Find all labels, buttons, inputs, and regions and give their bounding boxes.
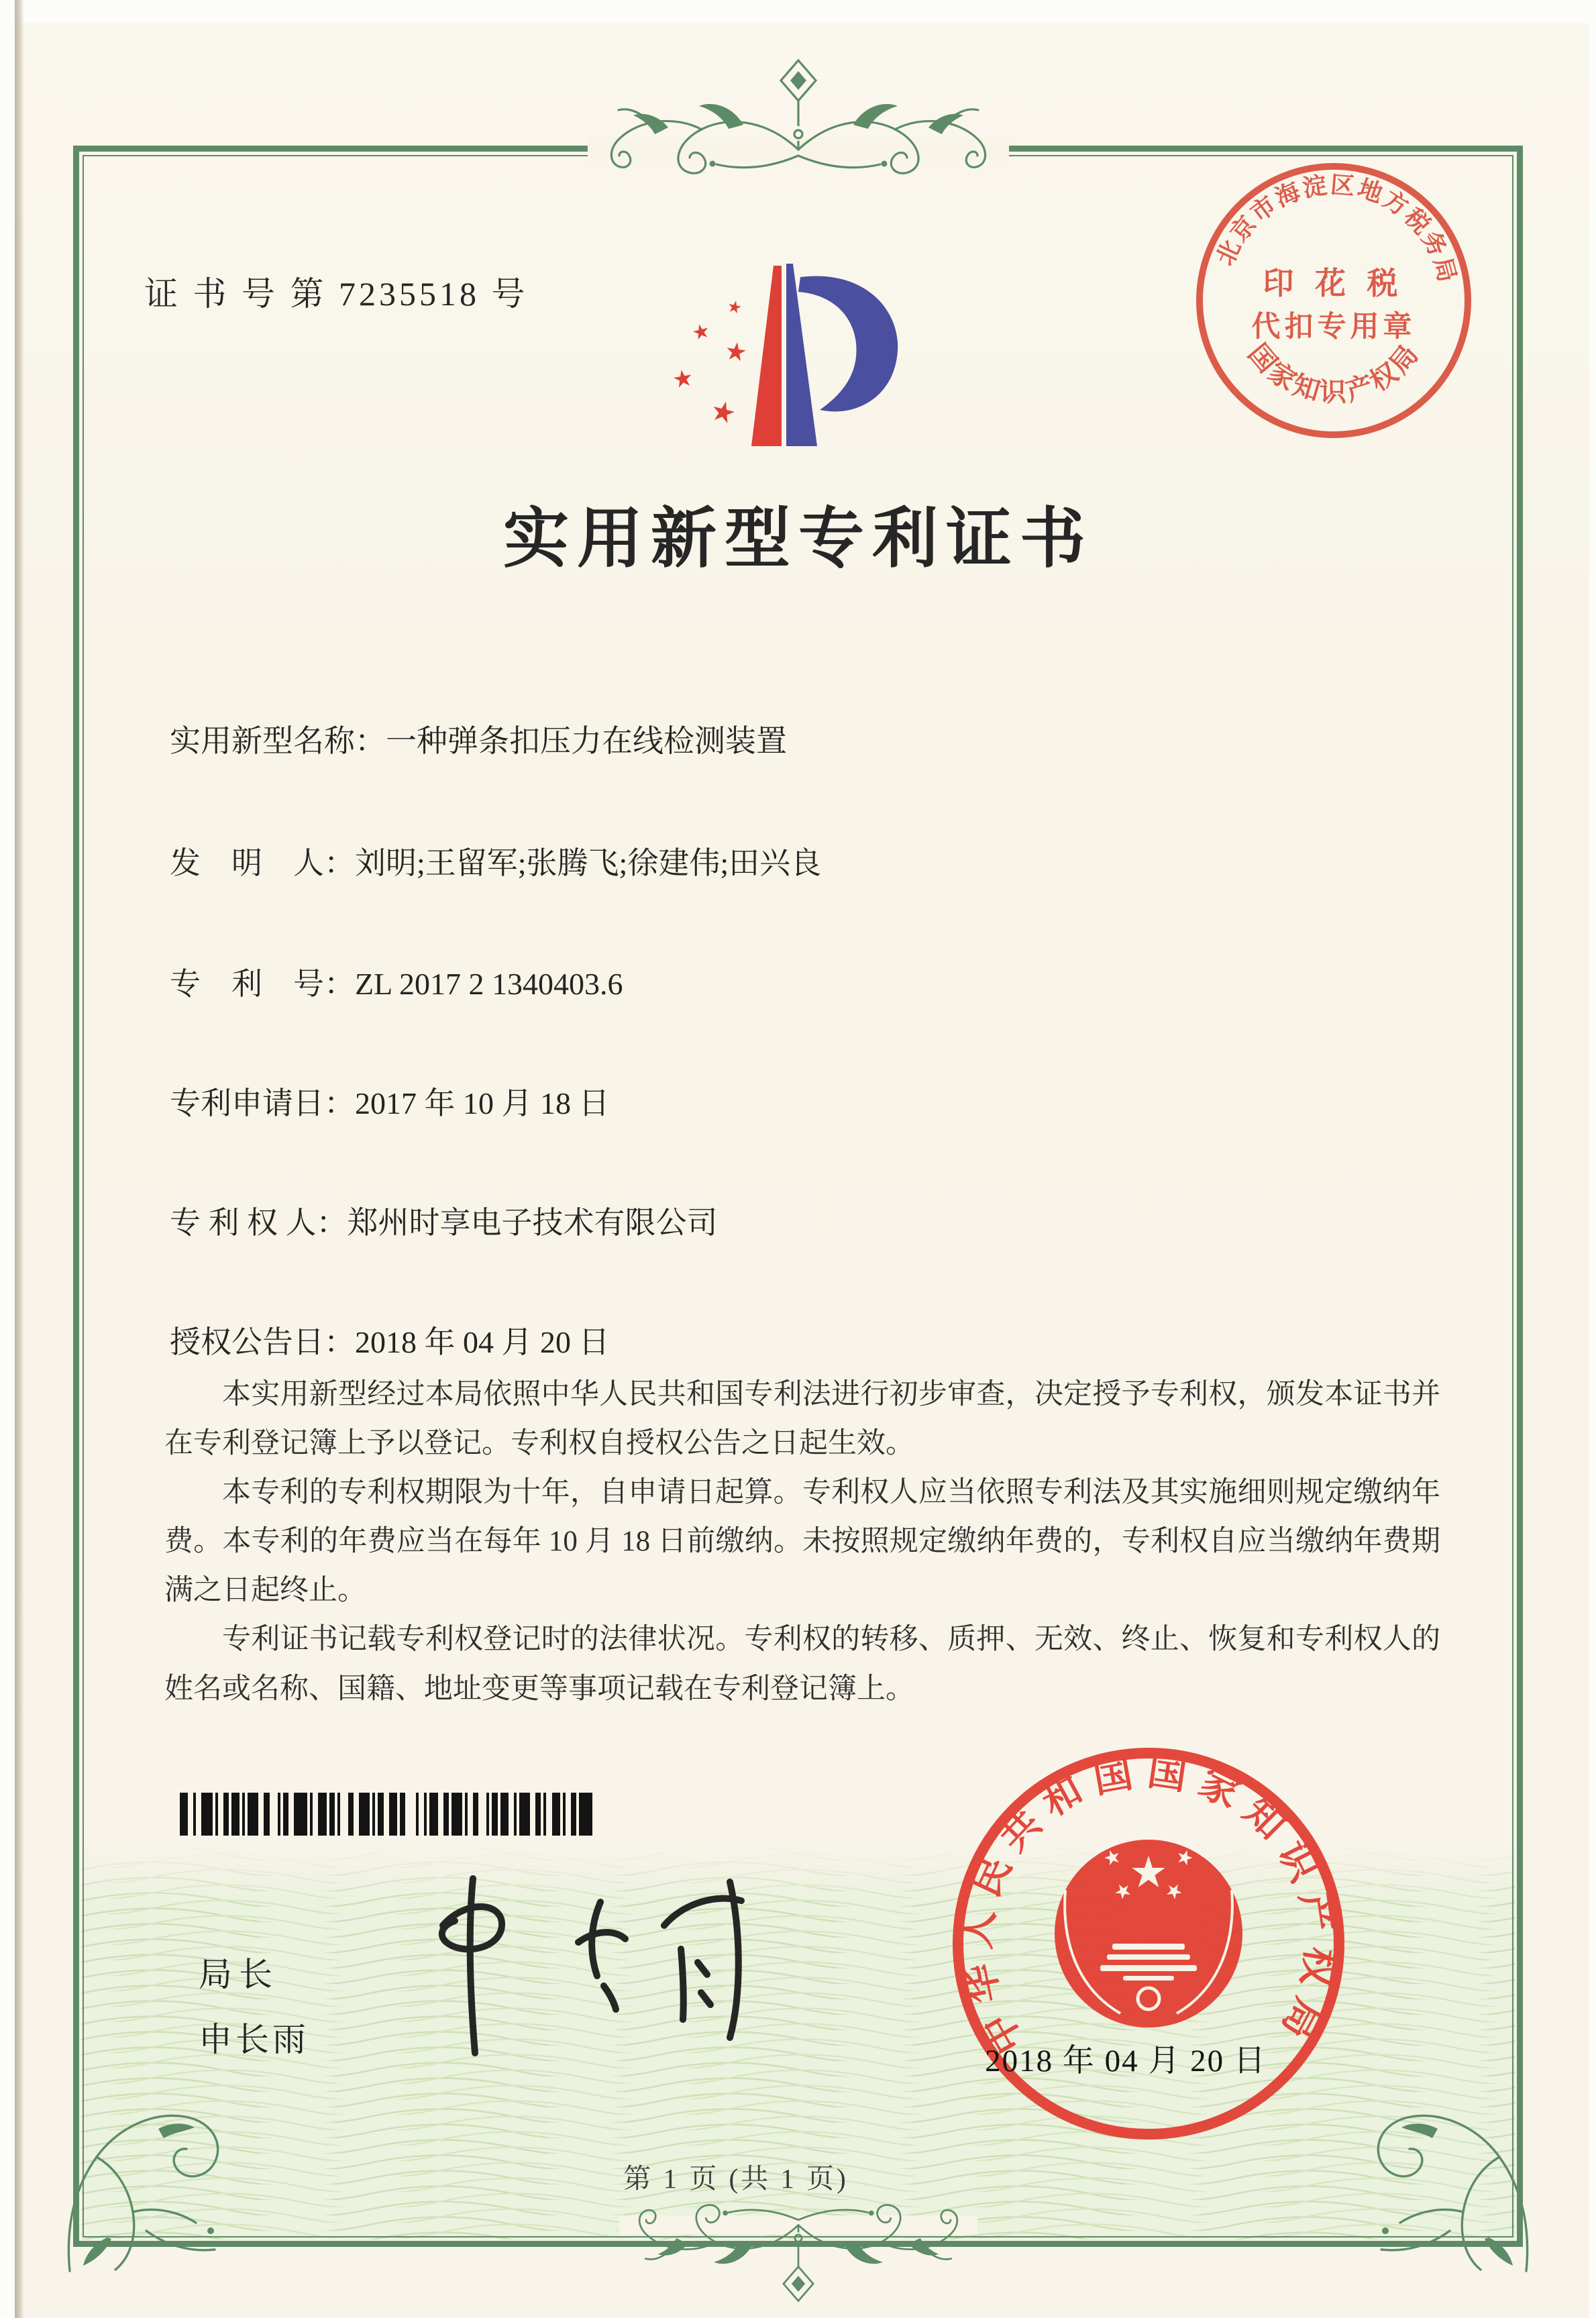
commissioner-title: 局长 bbox=[199, 1956, 279, 1993]
barcode-bar bbox=[429, 1793, 437, 1836]
field-label: 专 利 号： bbox=[170, 967, 355, 1001]
tax-stamp-arc-bottom: 国家知识产权局 bbox=[1242, 337, 1426, 408]
field-value: 2017 年 10 月 18 日 bbox=[355, 1086, 610, 1120]
barcode-gap bbox=[218, 1793, 223, 1836]
tax-stamp-icon bbox=[1189, 156, 1478, 445]
barcode-gap bbox=[546, 1793, 551, 1836]
barcode-bar bbox=[318, 1793, 326, 1836]
barcode-bar bbox=[519, 1793, 530, 1836]
field-value: 刘明;王留军;张腾飞;徐建伟;田兴良 bbox=[355, 846, 822, 880]
barcode-bar bbox=[378, 1793, 383, 1836]
field-value: 郑州时享电子技术有限公司 bbox=[347, 1206, 718, 1240]
field-label: 专 利 权 人： bbox=[170, 1206, 348, 1240]
signature-icon bbox=[403, 1862, 818, 2083]
seal-date: 2018 年 04 月 20 日 bbox=[985, 2044, 1267, 2078]
tax-stamp-arc-top: 北京市海淀区地方税务局 bbox=[1211, 171, 1462, 287]
barcode-gap bbox=[419, 1793, 424, 1836]
barcode-bar bbox=[264, 1793, 269, 1836]
commissioner-name: 申长雨 bbox=[199, 2021, 309, 2058]
barcode-gap bbox=[592, 1793, 598, 1836]
seal-ring-text: 中华人民共和国国家知识产权局 bbox=[954, 1749, 1343, 2062]
barcode-gap bbox=[196, 1793, 201, 1836]
barcode-gap bbox=[340, 1793, 348, 1836]
field-patent-number bbox=[170, 959, 623, 1004]
scan-edge-top bbox=[0, 0, 1596, 23]
field-inventors bbox=[170, 839, 821, 883]
barcode-bar bbox=[231, 1793, 240, 1836]
barcode-bar bbox=[400, 1793, 405, 1836]
tax-stamp-line1: 印 花 税 bbox=[1263, 266, 1405, 301]
barcode-bar bbox=[359, 1793, 370, 1836]
barcode-bar bbox=[348, 1793, 354, 1836]
legal-paragraph-2: 本专利的专利权期限为十年，自申请日起算。专利权人应当依照专利法及其实施细则规定缴纳年费。本专利的年费应当在每年 10 月 18 日前缴纳。未按照规定缴纳年费的，专利权自应当缴纳年费期满之日起终止。 bbox=[164, 1477, 1440, 1607]
field-utility-model-name bbox=[170, 717, 787, 761]
barcode-bar bbox=[535, 1793, 541, 1836]
barcode-gap bbox=[530, 1793, 535, 1836]
legal-paragraph-3: 专利证书记载专利权登记时的法律状况。专利权的转移、质押、无效、终止、恢复和专利权人的姓名或名称、国籍、地址变更等事项记载在专利登记簿上。 bbox=[164, 1624, 1440, 1705]
barcode-gap bbox=[288, 1793, 294, 1836]
barcode-gap bbox=[478, 1793, 486, 1836]
scan-edge-left bbox=[0, 0, 15, 2318]
barcode-gap bbox=[384, 1793, 389, 1836]
barcode-bar bbox=[571, 1793, 576, 1836]
scan-edge-right bbox=[1589, 0, 1596, 2318]
barcode-bar bbox=[443, 1793, 449, 1836]
field-label: 实用新型名称： bbox=[170, 724, 386, 758]
barcode-bar bbox=[294, 1793, 307, 1836]
field-filing-date bbox=[170, 1079, 610, 1123]
barcode-bar bbox=[579, 1793, 592, 1836]
field-value: 2018 年 04 月 20 日 bbox=[355, 1325, 610, 1359]
barcode-gap bbox=[509, 1793, 514, 1836]
cnipa-seal-icon bbox=[947, 1742, 1350, 2145]
barcode-bar bbox=[500, 1793, 509, 1836]
barcode-bar bbox=[223, 1793, 229, 1836]
top-flourish-ornament bbox=[543, 40, 1053, 201]
bottom-left-corner-ornament bbox=[46, 2070, 233, 2291]
barcode-bar bbox=[201, 1793, 212, 1836]
tax-stamp-line2: 代扣专用章 bbox=[1251, 311, 1416, 343]
barcode-bar bbox=[248, 1793, 258, 1836]
barcode-gap bbox=[468, 1793, 473, 1836]
page-title: 实用新型专利证书 bbox=[502, 503, 1094, 576]
barcode-bar bbox=[451, 1793, 462, 1836]
barcode-gap bbox=[313, 1793, 318, 1836]
barcode-gap bbox=[354, 1793, 359, 1836]
barcode-bar bbox=[283, 1793, 288, 1836]
barcode-gap bbox=[188, 1793, 193, 1836]
barcode-bar bbox=[473, 1793, 478, 1836]
field-value: 一种弹条扣压力在线检测装置 bbox=[386, 724, 787, 758]
scan-paper-edge-shadow bbox=[15, 0, 24, 2318]
barcode-gap bbox=[405, 1793, 416, 1836]
page-number: 第 1 页 (共 1 页) bbox=[623, 2163, 849, 2194]
barcode-gap bbox=[566, 1793, 571, 1836]
barcode-bar bbox=[329, 1793, 335, 1836]
field-label: 专利申请日： bbox=[170, 1086, 355, 1120]
barcode-bar bbox=[492, 1793, 497, 1836]
barcode-bar bbox=[180, 1793, 188, 1836]
field-label: 发 明 人： bbox=[170, 846, 355, 880]
legal-text bbox=[164, 1370, 1440, 1714]
field-grant-date bbox=[170, 1318, 610, 1362]
barcode-gap bbox=[258, 1793, 264, 1836]
field-value: ZL 2017 2 1340403.6 bbox=[355, 967, 623, 1001]
legal-paragraph-1: 本实用新型经过本局依照中华人民共和国专利法进行初步审查，决定授予专利权，颁发本证书并在专利登记簿上予以登记。专利权自授权公告之日起生效。 bbox=[164, 1379, 1440, 1460]
field-label: 授权公告日： bbox=[170, 1325, 355, 1359]
barcode-bar bbox=[389, 1793, 397, 1836]
national-emblem-icon bbox=[1055, 1840, 1242, 2027]
barcode-gap bbox=[438, 1793, 443, 1836]
certificate-number: 证 书 号 第 7235518 号 bbox=[144, 275, 529, 313]
field-patentee bbox=[170, 1198, 718, 1243]
bottom-right-corner-ornament bbox=[1363, 2070, 1550, 2291]
barcode-bar bbox=[552, 1793, 560, 1836]
barcode bbox=[180, 1793, 598, 1836]
svg-text:国家知识产权局 bbox=[1242, 337, 1426, 407]
barcode-gap bbox=[270, 1793, 278, 1836]
cnipa-logo-icon bbox=[671, 257, 912, 478]
